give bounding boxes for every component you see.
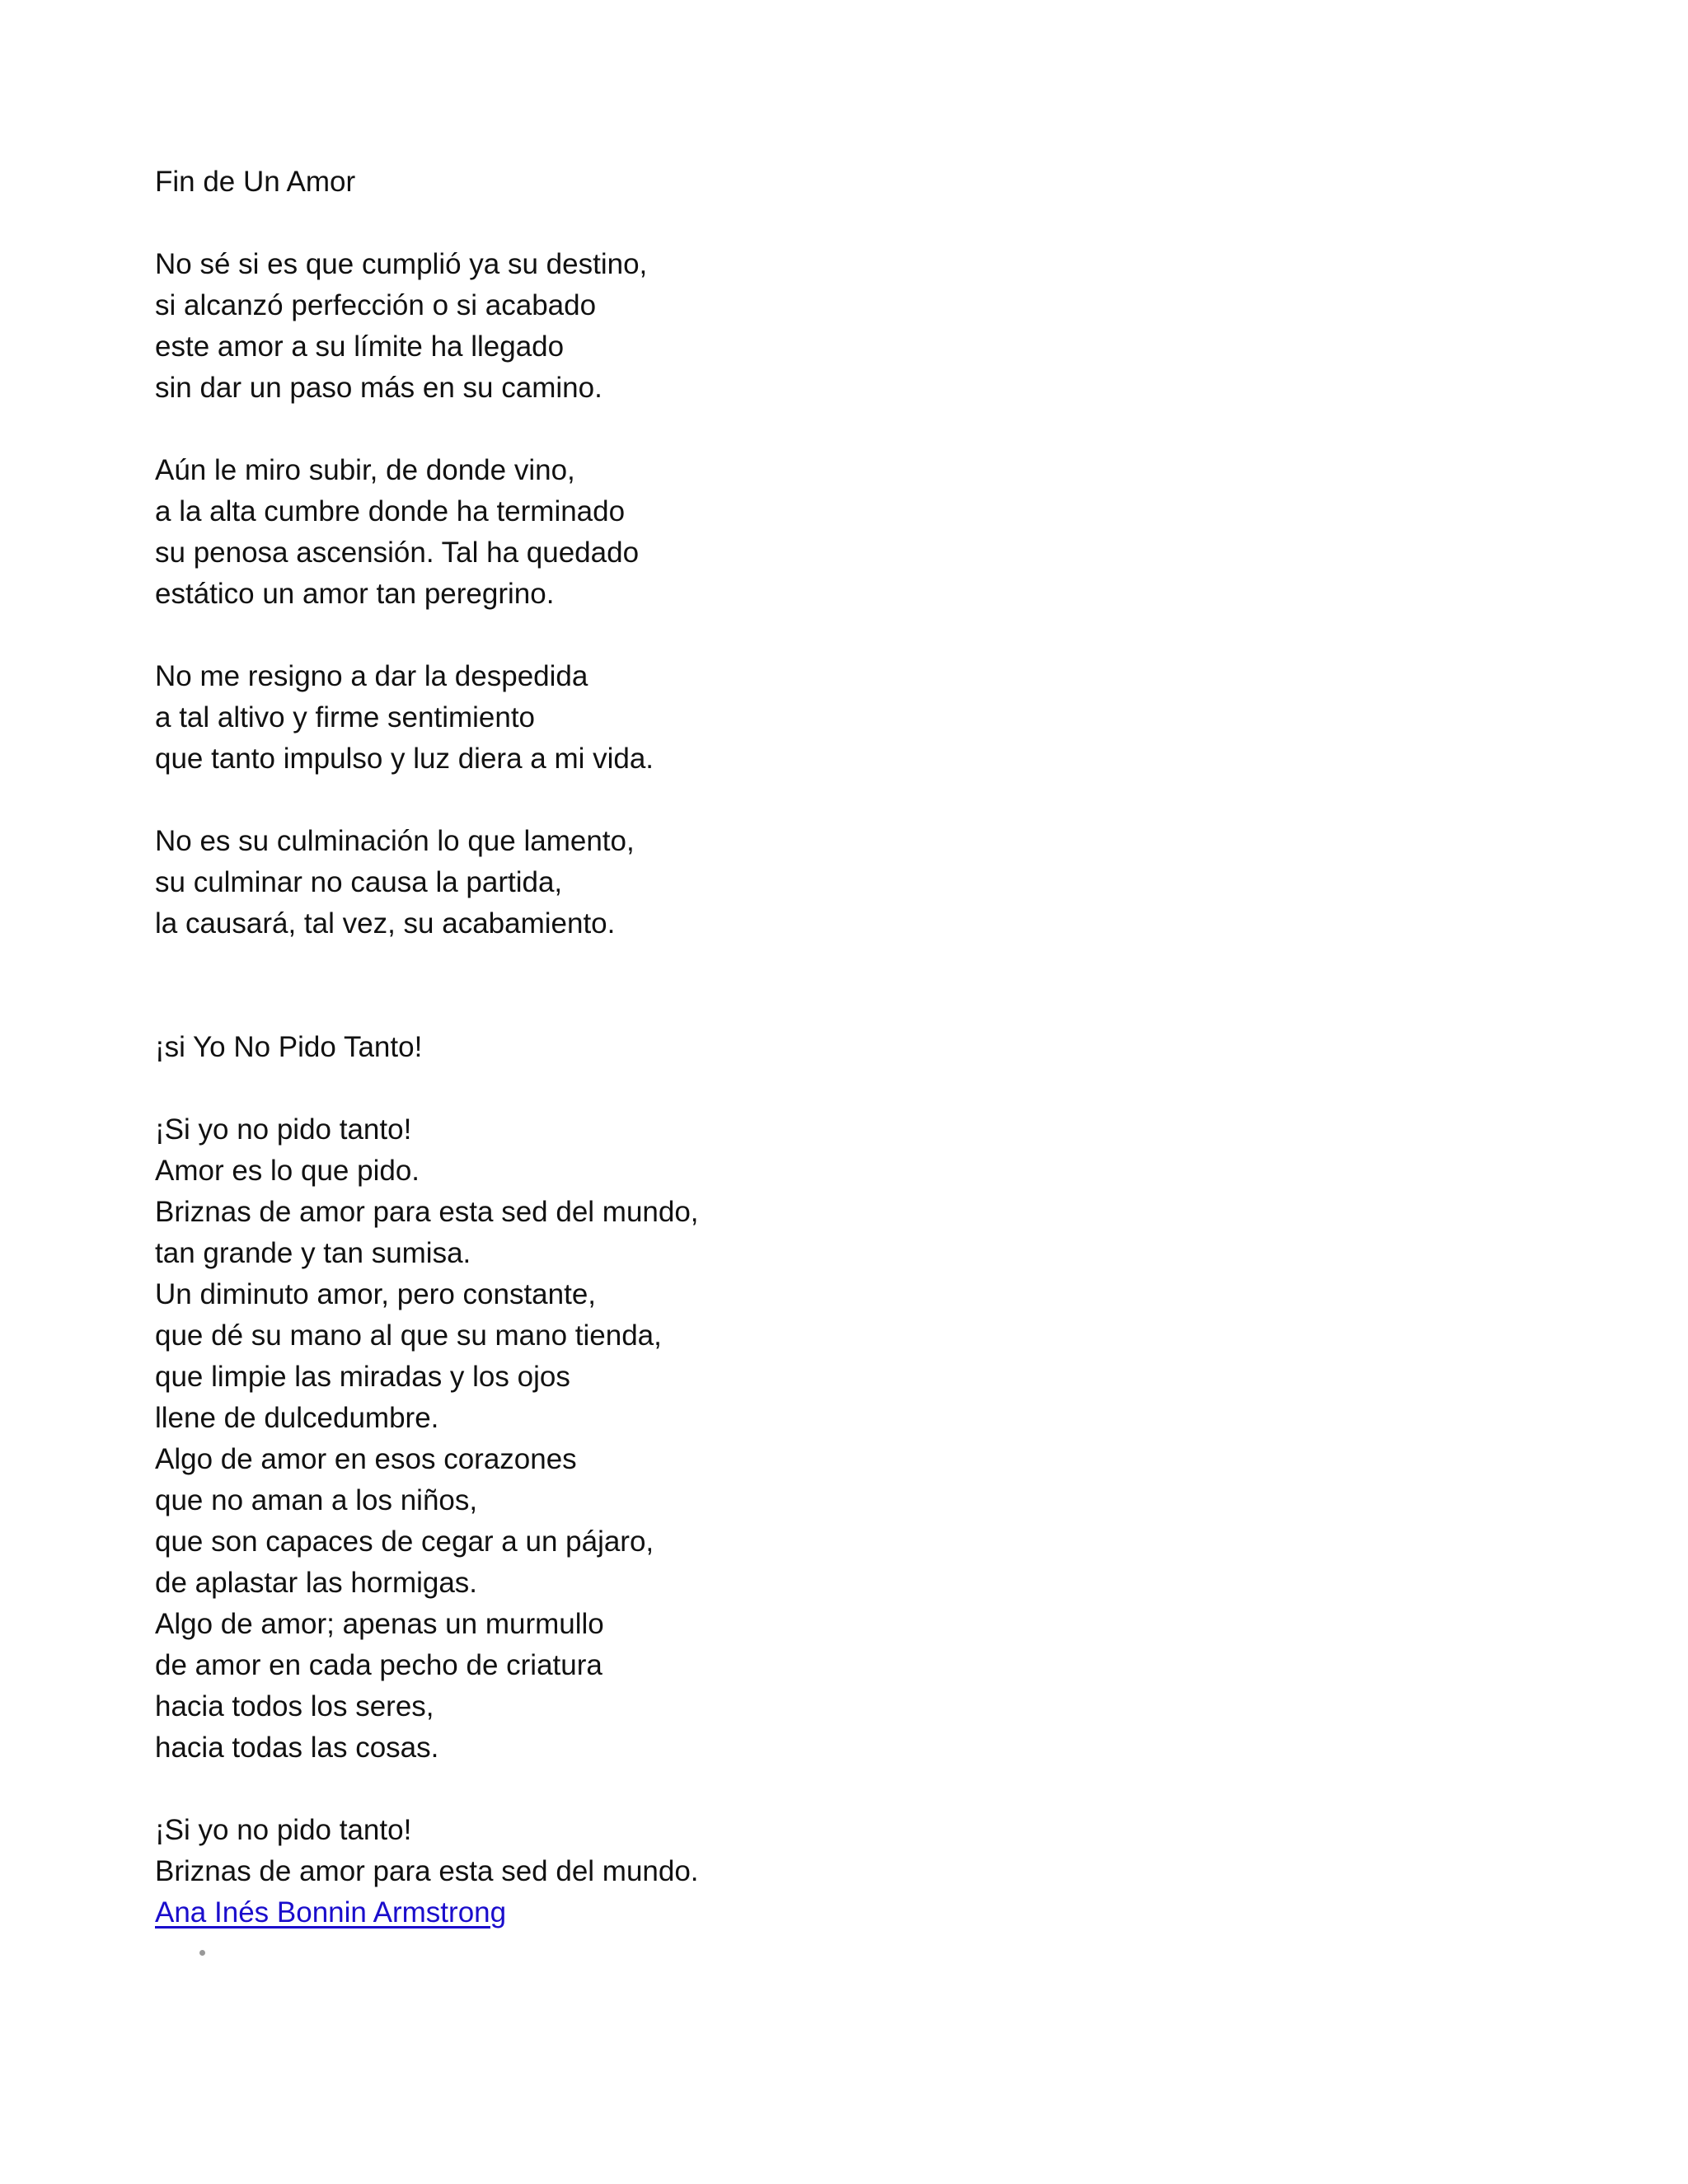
author-link[interactable]: Ana Inés Bonnin Armstrong bbox=[155, 1896, 507, 1929]
poems-container bbox=[155, 162, 1556, 1892]
verse-line: Briznas de amor para esta sed del mundo, bbox=[155, 1196, 699, 1228]
verse-line: ¡Si yo no pido tanto! bbox=[155, 1814, 412, 1846]
stanza bbox=[155, 450, 1556, 615]
stanza-gap bbox=[155, 780, 1556, 821]
verse-line: que tanto impulso y luz diera a mi vida. bbox=[155, 743, 654, 775]
stanza bbox=[155, 1810, 1556, 1892]
stanza bbox=[155, 244, 1556, 409]
verse-line: a tal altivo y firme sentimiento bbox=[155, 701, 536, 733]
verse-line: este amor a su límite ha llegado bbox=[155, 330, 565, 363]
verse-line: a la alta cumbre donde ha terminado bbox=[155, 495, 626, 527]
stanza-gap bbox=[155, 409, 1556, 450]
stanza-gap bbox=[155, 615, 1556, 656]
poem-title: ¡si Yo No Pido Tanto! bbox=[155, 1031, 423, 1063]
verse-line: la causará, tal vez, su acabamiento. bbox=[155, 907, 616, 940]
verse-line: sin dar un paso más en su camino. bbox=[155, 372, 603, 404]
stanza-gap bbox=[155, 1068, 1556, 1109]
stanza bbox=[155, 821, 1556, 944]
verse-line: de aplastar las hormigas. bbox=[155, 1567, 478, 1599]
verse-line: Briznas de amor para esta sed del mundo. bbox=[155, 1855, 699, 1887]
verse-line: llene de dulcedumbre. bbox=[155, 1402, 439, 1434]
verse-line: Algo de amor; apenas un murmullo bbox=[155, 1608, 604, 1640]
verse-line: ¡Si yo no pido tanto! bbox=[155, 1113, 412, 1146]
poem bbox=[155, 162, 1556, 944]
poem bbox=[155, 1027, 1556, 1892]
verse-line: de amor en cada pecho de criatura bbox=[155, 1649, 603, 1681]
verse-line: su culminar no causa la partida, bbox=[155, 866, 563, 898]
poem-title: Fin de Un Amor bbox=[155, 166, 356, 198]
poem-separator bbox=[155, 944, 1556, 1027]
verse-line: que dé su mano al que su mano tienda, bbox=[155, 1319, 662, 1352]
verse-line: estático un amor tan peregrino. bbox=[155, 578, 555, 610]
verse-line: tan grande y tan sumisa. bbox=[155, 1237, 471, 1269]
document-body bbox=[155, 162, 1556, 1933]
verse-line: hacia todos los seres, bbox=[155, 1690, 434, 1722]
bullet-dot bbox=[199, 1950, 205, 1956]
stanza-gap bbox=[155, 203, 1556, 244]
stanza bbox=[155, 656, 1556, 780]
verse-line: que limpie las miradas y los ojos bbox=[155, 1361, 570, 1393]
verse-line: Algo de amor en esos corazones bbox=[155, 1443, 577, 1475]
verse-line: Aún le miro subir, de donde vino, bbox=[155, 454, 575, 486]
stanza-gap bbox=[155, 1769, 1556, 1810]
verse-line: No me resigno a dar la despedida bbox=[155, 660, 588, 692]
verse-line: Un diminuto amor, pero constante, bbox=[155, 1278, 597, 1310]
verse-line: hacia todas las cosas. bbox=[155, 1732, 439, 1764]
stanza bbox=[155, 1109, 1556, 1769]
verse-line: que no aman a los niños, bbox=[155, 1484, 478, 1516]
verse-line: si alcanzó perfección o si acabado bbox=[155, 289, 597, 321]
verse-line: Amor es lo que pido. bbox=[155, 1155, 420, 1187]
verse-line: que son capaces de cegar a un pájaro, bbox=[155, 1526, 654, 1558]
verse-line: su penosa ascensión. Tal ha quedado bbox=[155, 537, 640, 569]
verse-line: No sé si es que cumplió ya su destino, bbox=[155, 248, 648, 280]
verse-line: No es su culminación lo que lamento, bbox=[155, 825, 635, 857]
